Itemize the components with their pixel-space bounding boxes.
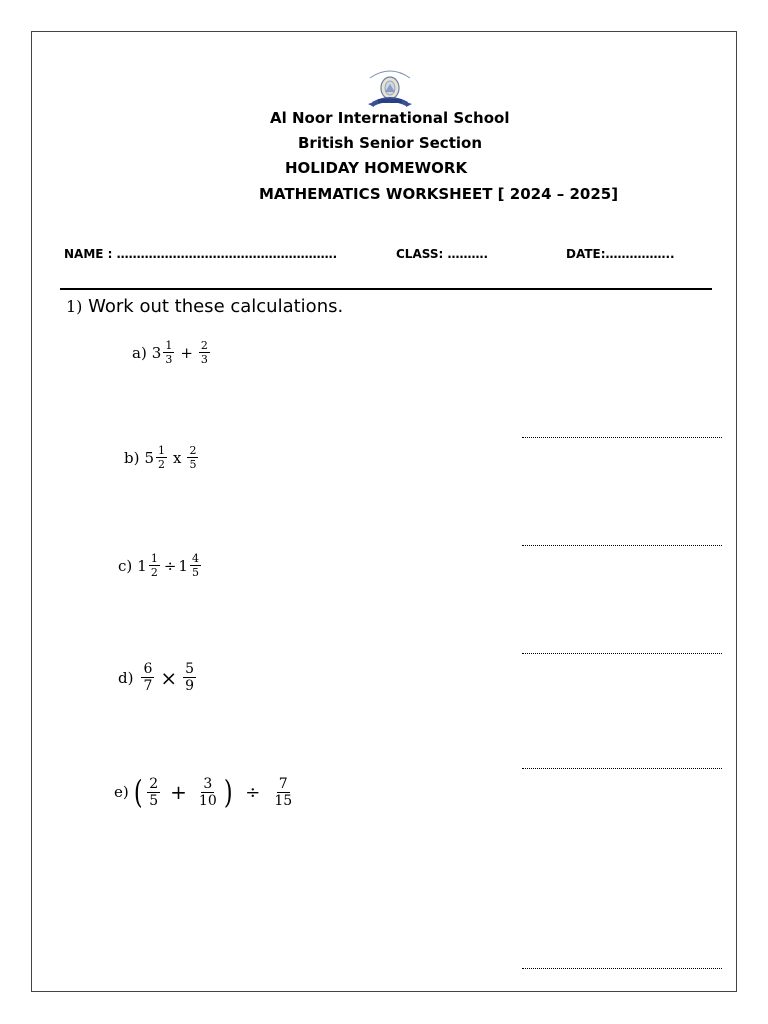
fraction: $\frac{3}{10}$ xyxy=(198,775,217,809)
problem-label: d) xyxy=(118,668,134,687)
fraction: $\frac{1}{2}$ xyxy=(158,444,166,471)
fraction: $\frac{2}{5}$ xyxy=(149,775,159,809)
problem-label: b) xyxy=(124,448,140,467)
class-field[interactable]: CLASS: ………. xyxy=(396,247,489,261)
answer-line-a[interactable] xyxy=(522,437,722,438)
problem-label: e) xyxy=(114,783,129,801)
operator: + xyxy=(170,780,187,804)
name-field[interactable]: NAME : ………………………………………………. xyxy=(64,247,338,261)
answer-line-e[interactable] xyxy=(522,968,722,969)
problem-a xyxy=(132,340,212,365)
fraction: $\frac{2}{3}$ xyxy=(200,339,208,366)
date-field[interactable]: DATE:…………….. xyxy=(566,247,675,261)
question-text: Work out these calculations. xyxy=(82,296,344,317)
section-name: British Senior Section xyxy=(298,134,482,152)
question-heading xyxy=(66,296,343,317)
problem-b xyxy=(124,445,200,470)
answer-line-b[interactable] xyxy=(522,545,722,546)
worksheet-title: MATHEMATICS WORKSHEET [ 2024 – 2025] xyxy=(259,185,619,203)
left-paren: ( xyxy=(133,773,143,811)
operator: x xyxy=(173,448,182,467)
fraction: $\frac{4}{5}$ xyxy=(191,552,199,579)
header-divider xyxy=(60,288,712,290)
whole-number: 3 xyxy=(151,343,162,362)
school-name: Al Noor International School xyxy=(270,109,510,127)
problem-d xyxy=(118,662,198,693)
problem-label: c) xyxy=(118,556,133,575)
fraction: $\frac{7}{15}$ xyxy=(274,775,293,809)
fraction: $\frac{6}{7}$ xyxy=(143,661,153,694)
operator: + xyxy=(180,343,193,362)
answer-line-c[interactable] xyxy=(522,653,722,654)
homework-title: HOLIDAY HOMEWORK xyxy=(285,159,468,177)
question-number: 1) xyxy=(66,297,83,316)
operator: × xyxy=(160,665,178,690)
whole-number: 5 xyxy=(144,448,155,467)
fraction: $\frac{2}{5}$ xyxy=(189,444,197,471)
whole-number: 1 xyxy=(137,556,147,575)
problem-c xyxy=(118,553,203,578)
problem-label: a) xyxy=(132,343,147,362)
operator: ÷ xyxy=(163,556,177,575)
problem-e xyxy=(114,773,296,811)
school-crest-icon xyxy=(360,66,420,110)
operator: ÷ xyxy=(245,781,261,803)
right-paren: ) xyxy=(223,773,233,811)
fraction: $\frac{1}{3}$ xyxy=(165,339,173,366)
fraction: $\frac{5}{9}$ xyxy=(185,661,195,694)
fraction: $\frac{1}{2}$ xyxy=(150,552,158,579)
answer-line-d[interactable] xyxy=(522,768,722,769)
whole-number: 1 xyxy=(178,556,188,575)
